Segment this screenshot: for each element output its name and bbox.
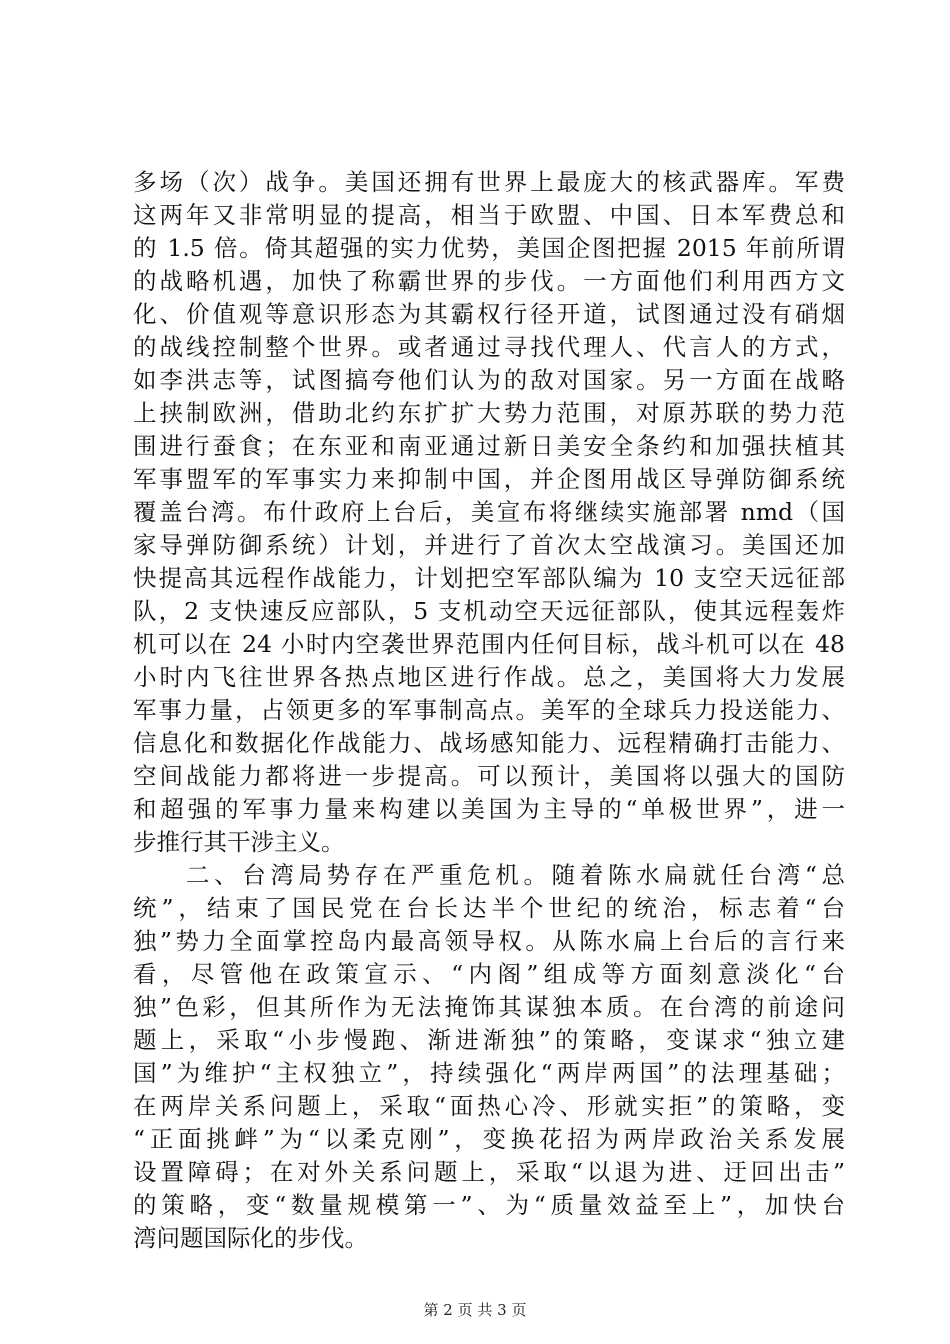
text-line: 上挟制欧洲，借助北约东扩扩大势力范围，对原苏联的势力范	[133, 399, 845, 427]
text-line: 统”，结束了国民党在台长达半个世纪的统治，标志着“台	[133, 894, 845, 922]
text-line: 队，2 支快速反应部队，5 支机动空天远征部队，使其远程轰炸	[133, 597, 845, 625]
text-line: 家导弹防御系统）计划，并进行了首次太空战演习。美国还加	[133, 531, 845, 559]
text-line: 覆盖台湾。布什政府上台后，美宣布将继续实施部署 nmd（国	[133, 498, 845, 526]
text-line: 机可以在 24 小时内空袭世界范围内任何目标，战斗机可以在 48	[133, 630, 845, 658]
text-line: 设置障碍；在对外关系问题上，采取“以退为进、迂回出击”	[133, 1158, 845, 1186]
text-line: 信息化和数据化作战能力、战场感知能力、远程精确打击能力、	[133, 729, 845, 757]
text-line: 在两岸关系问题上，采取“面热心冷、形就实拒”的策略，变	[133, 1092, 845, 1120]
text-line: 军事力量，占领更多的军事制高点。美军的全球兵力投送能力、	[133, 696, 845, 724]
text-line: 的 1.5 倍。倚其超强的实力优势，美国企图把握 2015 年前所谓	[133, 234, 845, 262]
text-line: 独”色彩，但其所作为无法掩饰其谋独本质。在台湾的前途问	[133, 993, 845, 1021]
page-number: 第 2 页 共 3 页	[423, 1301, 527, 1319]
text-line: 空间战能力都将进一步提高。可以预计，美国将以强大的国防	[133, 762, 845, 790]
text-line: 和超强的军事力量来构建以美国为主导的“单极世界”，进一	[133, 795, 845, 823]
paragraph-end-line: 步推行其干涉主义。	[133, 828, 345, 856]
text-line: “正面挑衅”为“以柔克刚”，变换花招为两岸政治关系发展	[133, 1125, 845, 1153]
text-line: 题上，采取“小步慢跑、渐进渐独”的策略，变谋求“独立建	[133, 1026, 845, 1054]
text-line: 如李洪志等，试图搞夸他们认为的敌对国家。另一方面在战略	[133, 366, 845, 394]
paragraph-end-line: 湾问题国际化的步伐。	[133, 1224, 368, 1252]
text-line: 围进行蚕食；在东亚和南亚通过新日美安全条约和加强扶植其	[133, 432, 845, 460]
text-line: 这两年又非常明显的提高，相当于欧盟、中国、日本军费总和	[133, 201, 845, 229]
text-line: 化、价值观等意识形态为其霸权行径开道，试图通过没有硝烟	[133, 300, 845, 328]
text-line: 军事盟军的军事实力来抑制中国，并企图用战区导弹防御系统	[133, 465, 845, 493]
text-line: 看，尽管他在政策宣示、“内阁”组成等方面刻意淡化“台	[133, 960, 845, 988]
text-line: 快提高其远程作战能力，计划把空军部队编为 10 支空天远征部	[133, 564, 845, 592]
text-line: 独”势力全面掌控岛内最高领导权。从陈水扁上台后的言行来	[133, 927, 845, 955]
text-line: 的策略，变“数量规模第一”、为“质量效益至上”，加快台	[133, 1191, 845, 1219]
text-line: 小时内飞往世界各热点地区进行作战。总之，美国将大力发展	[133, 663, 845, 691]
text-line: 多场（次）战争。美国还拥有世界上最庞大的核武器库。军费	[133, 168, 845, 196]
text-line: 的战线控制整个世界。或者通过寻找代理人、代言人的方式，	[133, 333, 845, 361]
text-line: 的战略机遇，加快了称霸世界的步伐。一方面他们利用西方文	[133, 267, 845, 295]
text-line: 国”为维护“主权独立”，持续强化“两岸两国”的法理基础；	[133, 1059, 845, 1087]
body-text	[133, 166, 845, 1255]
paragraph-start-line: 二、台湾局势存在严重危机。随着陈水扁就任台湾“总	[186, 861, 845, 889]
